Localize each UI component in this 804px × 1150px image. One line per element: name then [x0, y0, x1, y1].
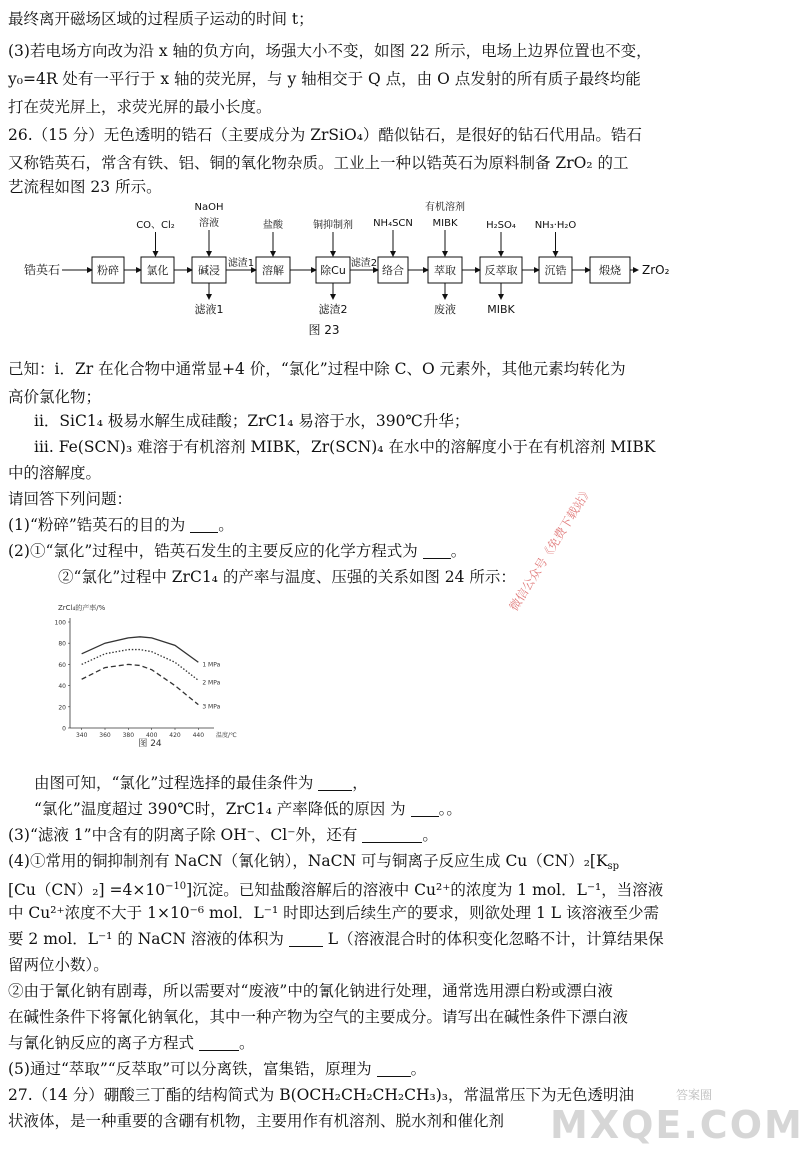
question-26-header: 26.（15 分）无色透明的锆石（主要成分为 ZrSiO₄）酷似钻石，是很好的钻石代用品。锆石: [8, 126, 642, 144]
question-5-text: (5)通过“萃取”“反萃取”可以分离铁，富集锆，原理为: [8, 1060, 372, 1078]
flow-step-label: 氯化: [146, 264, 169, 277]
question-2-3-text: 由图可知，“氯化”过程选择的最佳条件为: [34, 774, 314, 792]
reagent-label: NH₃·H₂O: [534, 220, 577, 231]
answer-blank[interactable]: [377, 1060, 411, 1077]
flow-step-label: 煅烧: [599, 264, 621, 277]
text-line: 状液体，是一种重要的含硼有机物，主要用作有机溶剂、脱水剂和催化剂: [8, 1112, 505, 1130]
superscript: −10: [165, 881, 187, 892]
question-27-header: 27.（14 分）硼酸三丁酯的结构简式为 B(OCH₂CH₂CH₂CH₃)₃，常温常压下为无色透明油: [8, 1086, 634, 1104]
x-tick-label: 360: [99, 732, 111, 739]
series-line: [82, 637, 199, 662]
y-tick-label: 60: [58, 661, 66, 669]
question-4-text: 与氰化钠反应的离子方程式: [8, 1034, 195, 1052]
question-4-2b: 在碱性条件下将氰化钠氧化，其中一种产物为空气的主要成分。请写出在碱性条件下漂白液: [8, 1008, 629, 1026]
output-label: MIBK: [487, 303, 515, 316]
text-line: 高价氯化物；: [8, 388, 102, 406]
watermark-text: 微信公众号《免费下载站》: [506, 483, 595, 614]
question-2-1: (2)①“氯化”过程中，锆英石发生的主要反应的化学方程式为 。: [8, 542, 467, 560]
output-label: 废液: [434, 303, 456, 316]
stream-label: 滤渣1: [227, 258, 255, 269]
reagent-label: 盐酸: [263, 220, 283, 231]
site-logo: [550, 1086, 804, 1147]
questions-intro: 请回答下列问题：: [8, 490, 133, 508]
question-2-1-text: (2)①“氯化”过程中，锆英石发生的主要反应的化学方程式为: [8, 542, 418, 560]
x-tick-label: 400: [145, 732, 158, 739]
question-4-2c: 与氰化钠反应的离子方程式 。: [8, 1034, 255, 1052]
site-logo-small: 答案圈: [675, 1088, 712, 1102]
question-4-1c: 中 Cu²⁺浓度不大于 1×10⁻⁶ mol．L⁻¹ 时即达到后续生产的要求，则欲处理 1 L 该溶液至少需: [8, 904, 660, 922]
reagent-label: H₂SO₄: [486, 220, 516, 231]
question-4-1b: [8, 876, 718, 901]
text-line: 中的溶解度。: [8, 464, 102, 482]
known-info-1: 己知：i．Zr 在化合物中通常显+4 价，“氯化”过程中除 C、O 元素外，其他元素均转化为: [8, 360, 626, 378]
reagent-label: 有机溶剂: [425, 202, 465, 213]
flow-step-label: 碱浸: [198, 264, 220, 277]
question-4-text: ]沉淀。已知盐酸溶解后的溶液中 Cu²⁺的浓度为 1 mol．L⁻¹，当溶液: [186, 881, 664, 899]
reagent-label: 溶液: [199, 218, 219, 229]
answer-blank[interactable]: [362, 826, 422, 843]
series-label: 3 MPa: [202, 703, 221, 711]
text-line: 打在荧光屏上，求荧光屏的最小长度。: [8, 98, 272, 116]
y-tick-label: 80: [58, 640, 66, 648]
y-tick-label: 100: [54, 619, 66, 627]
series-label: 1 MPa: [202, 661, 221, 669]
y-tick-label: 40: [58, 683, 66, 691]
answer-blank[interactable]: [289, 930, 323, 947]
answer-blank[interactable]: [318, 774, 352, 791]
flow-step-label: 反萃取: [484, 264, 518, 277]
answer-blank[interactable]: [423, 542, 451, 559]
known-info-2: ii．SiC1₄ 极易水解生成硅酸；ZrC1₄ 易溶于水，390℃升华；: [34, 412, 470, 430]
question-1: (1)“粉碎”锆英石的目的为 。: [8, 516, 234, 534]
chart-title: ZrCl₄的产率/%: [58, 604, 106, 612]
figure-caption: 图 24: [138, 739, 162, 749]
flow-step-label: 萃取: [434, 264, 456, 277]
yield-chart: [50, 600, 250, 750]
question-4-2a: ②由于氰化钠有剧毒，所以需要对“废液”中的氰化钠进行处理，通常选用漂白粉或漂白液: [8, 982, 613, 1000]
flow-step-label: 除Cu: [320, 264, 346, 277]
flow-step-label: 络合: [382, 264, 404, 277]
question-5: (5)通过“萃取”“反萃取”可以分离铁，富集锆，原理为 。: [8, 1060, 427, 1078]
question-4-1d: [8, 928, 718, 950]
stream-label: 滤渣2: [350, 258, 378, 269]
reagent-label: NH₄SCN: [373, 218, 413, 229]
flow-step-label: 粉碎: [97, 264, 119, 277]
question-2-4-text: “氯化”温度超过 390℃时，ZrC1₄ 产率降低的原因 为: [34, 800, 406, 818]
x-axis-label: 温度/℃: [216, 732, 237, 739]
flow-step-label: 溶解: [262, 264, 284, 277]
question-2-2: ②“氯化”过程中 ZrC1₄ 的产率与温度、压强的关系如图 24 所示：: [58, 568, 516, 586]
x-tick-label: 340: [75, 732, 88, 739]
question-4-text: [Cu（CN）₂] =4×10: [8, 881, 166, 899]
y-tick-label: 20: [58, 704, 66, 712]
output-label: 滤液1: [194, 303, 224, 316]
answer-blank[interactable]: [199, 1034, 239, 1051]
question-3-text: (3)“滤液 1”中含有的阴离子除 OH⁻、Cl⁻外，还有: [8, 826, 358, 844]
x-tick-label: 380: [122, 732, 135, 739]
series-line: [82, 664, 199, 704]
known-info-3: iii. Fe(SCN)₃ 难溶于有机溶剂 MIBK，Zr(SCN)₄ 在水中的溶解度小于在有机溶剂 MIBK: [34, 438, 656, 456]
site-logo-text: MXQE.COM: [550, 1103, 804, 1147]
answer-blank[interactable]: [190, 516, 218, 533]
series-line: [82, 650, 199, 681]
reagent-label: CO、Cl₂: [136, 220, 175, 231]
question-2-3: 由图可知，“氯化”过程选择的最佳条件为 ，: [34, 774, 368, 792]
question-4-text: (4)①常用的铜抑制剂有 NaCN（氰化钠），NaCN 可与铜离子反应生成 Cu（CN）₂[K: [8, 852, 608, 870]
question-2-4: “氯化”温度超过 390℃时，ZrC1₄ 产率降低的原因 为 。。: [34, 800, 462, 818]
flow-start-label: 锆英石: [24, 263, 61, 277]
text-line: 又称锆英石，常含有铁、铝、铜的氧化物杂质。工业上一种以锆英石为原料制备 ZrO₂ 的工: [8, 154, 629, 172]
reagent-label: MIBK: [432, 218, 458, 229]
x-tick-label: 440: [192, 732, 205, 739]
text-line: (3)若电场方向改为沿 x 轴的负方向，场强大小不变，如图 22 所示，电场上边界位置也不变，: [8, 42, 652, 60]
subscript: sp: [607, 861, 620, 872]
output-label: 滤渣2: [318, 303, 348, 316]
question-4-1a: [8, 850, 718, 878]
text-line: y₀=4R 处有一平行于 x 轴的荧光屏，与 y 轴相交于 Q 点，由 O 点发射的所有质子最终均能: [8, 70, 641, 88]
y-tick-label: 0: [62, 725, 66, 733]
series-label: 2 MPa: [202, 679, 221, 687]
x-tick-label: 420: [169, 732, 181, 739]
figure-caption: 图 23: [308, 323, 340, 337]
process-flow-diagram: [24, 198, 714, 343]
answer-blank[interactable]: [411, 800, 439, 817]
flow-step-label: 沉锆: [544, 264, 567, 277]
text-line: 最终离开磁场区域的过程质子运动的时间 t；: [8, 10, 314, 28]
question-4-1e: 留两位小数）。: [8, 956, 109, 974]
flow-end-label: ZrO₂: [642, 263, 670, 277]
question-4-text: 要 2 mol．L⁻¹ 的 NaCN 溶液的体积为: [8, 930, 284, 948]
text-line: 艺流程如图 23 所示。: [8, 178, 162, 196]
reagent-label: 铜抑制剂: [313, 220, 353, 231]
reagent-label: NaOH: [194, 202, 224, 213]
question-3: (3)“滤液 1”中含有的阴离子除 OH⁻、Cl⁻外，还有 。: [8, 826, 438, 844]
question-4-text: L（溶液混合时的体积变化忽略不计，计算结果保: [327, 930, 664, 948]
question-1-text: (1)“粉碎”锆英石的目的为: [8, 516, 186, 534]
